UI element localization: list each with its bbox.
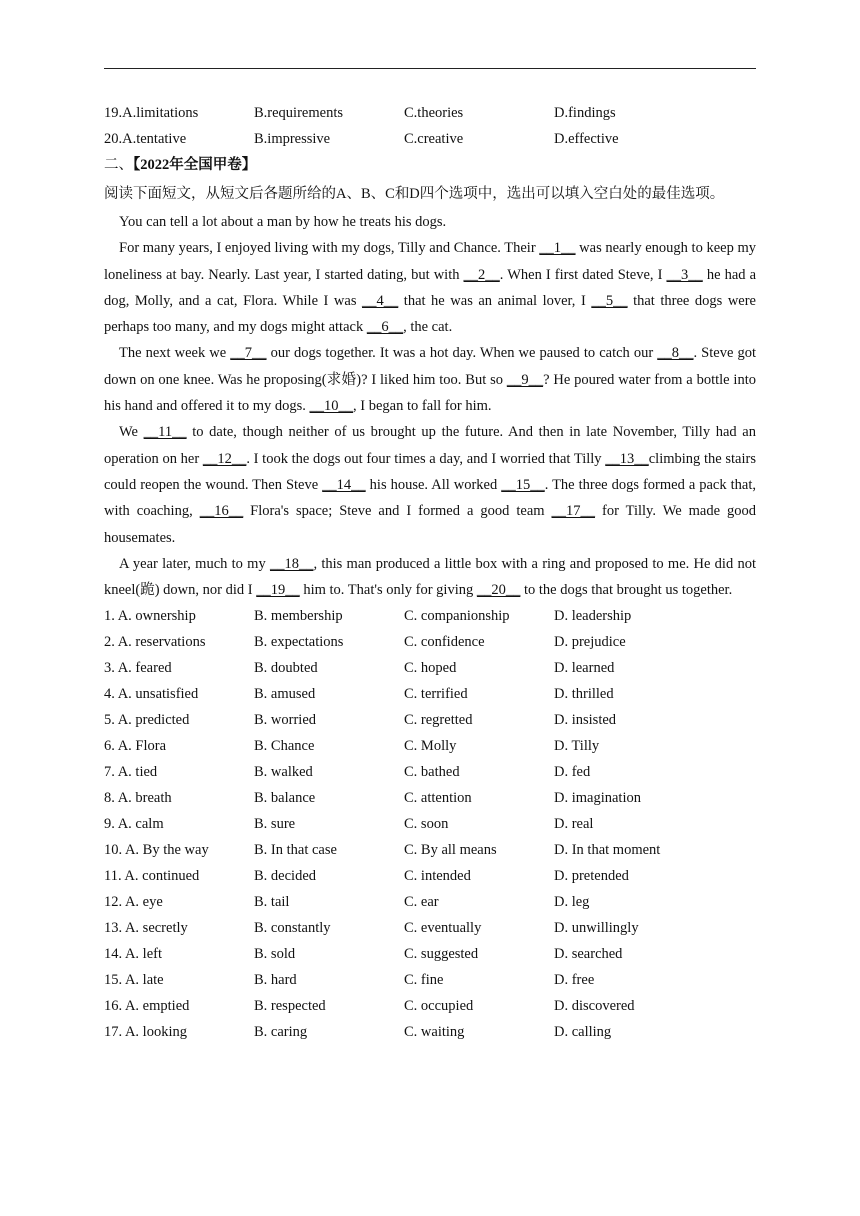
- passage: [104, 209, 756, 603]
- option-d: D. leg: [554, 894, 590, 911]
- text: his house. All worked: [365, 476, 502, 493]
- option-d: D. thrilled: [554, 686, 614, 703]
- option-c: C. terrified: [404, 686, 468, 703]
- option-c: C. confidence: [404, 634, 485, 651]
- blank-17: __17__: [551, 503, 596, 520]
- option-row: [104, 889, 756, 915]
- option-b: B. balance: [254, 790, 316, 807]
- option-b: B. membership: [254, 608, 343, 625]
- option-d: D. leadership: [554, 608, 632, 625]
- text: climbing the stairs could reopen the wound. Then Steve: [104, 450, 756, 493]
- paragraph-2: [104, 235, 756, 340]
- paragraph-3: [104, 340, 756, 419]
- option-c: C. regretted: [404, 712, 473, 729]
- option-c: C. eventually: [404, 920, 482, 937]
- option-a: 17. A. looking: [104, 1024, 187, 1041]
- text: was nearly enough to keep my loneliness at bay. Nearly. Last year, I started dating, but with: [104, 240, 756, 283]
- option-row: [104, 629, 756, 655]
- option-row: [104, 707, 756, 733]
- blank-7: __7__: [230, 345, 267, 362]
- text: . The three dogs formed a pack that, with coaching,: [104, 476, 756, 520]
- blank-20: __20__: [476, 582, 521, 599]
- option-row: [104, 941, 756, 967]
- paragraph-4: [104, 419, 756, 550]
- option-row: [104, 915, 756, 941]
- paragraph-5: [104, 551, 756, 604]
- option-c: C. ear: [404, 894, 439, 911]
- option-a: 16. A. emptied: [104, 998, 190, 1015]
- paragraph-1: You can tell a lot about a man by how he treats his dogs.: [119, 214, 447, 230]
- option-a: 19.A.limitations: [104, 105, 199, 121]
- option-row: [104, 1019, 756, 1045]
- option-d: D. Tilly: [554, 738, 600, 755]
- option-d: D. unwillingly: [554, 920, 639, 937]
- option-a: 8. A. breath: [104, 790, 172, 807]
- option-a: 13. A. secretly: [104, 920, 188, 937]
- blank-18: __18__: [269, 555, 314, 572]
- option-d: D.findings: [554, 105, 616, 121]
- option-a: 15. A. late: [104, 972, 164, 989]
- text: For many years, I enjoyed living with my dogs, Tilly and Chance. Their: [119, 240, 540, 257]
- option-a: 5. A. predicted: [104, 712, 190, 729]
- blank-12: __12__: [202, 450, 247, 467]
- option-a: 3. A. feared: [104, 660, 172, 677]
- option-b: B. respected: [254, 998, 326, 1015]
- option-d: D. In that moment: [554, 842, 661, 859]
- text: A year later, much to my: [119, 555, 270, 572]
- option-b: B. sure: [254, 816, 296, 833]
- option-b: B. In that case: [254, 842, 337, 859]
- text: , this man produced a little box with a ring and proposed to me. He did not kneel(跪) down, nor did I: [104, 555, 756, 599]
- options-list: [104, 603, 756, 1045]
- blank-11: __11__: [143, 424, 187, 441]
- option-a: 7. A. tied: [104, 764, 158, 781]
- blank-2: __2__: [463, 266, 500, 283]
- option-b: B. sold: [254, 946, 296, 963]
- option-d: D. fed: [554, 764, 591, 781]
- text: . I took the dogs out four times a day, and I worried that Tilly: [246, 450, 606, 467]
- option-d: D. searched: [554, 946, 623, 963]
- text: , I began to fall for him.: [353, 398, 492, 415]
- text: our dogs together. It was a hot day. When we paused to catch our: [266, 345, 658, 362]
- option-d: D. imagination: [554, 790, 641, 807]
- option-c: C. occupied: [404, 998, 474, 1015]
- blank-1: __1__: [539, 240, 576, 257]
- text: We: [119, 424, 144, 441]
- option-row: [104, 785, 756, 811]
- option-row: [104, 811, 756, 837]
- option-row: [104, 759, 756, 785]
- blank-13: __13__: [605, 450, 649, 467]
- text: to the dogs that brought us together.: [520, 582, 733, 599]
- option-b: B. expectations: [254, 634, 344, 651]
- option-c: C. intended: [404, 868, 471, 885]
- option-b: B. amused: [254, 686, 316, 703]
- option-d: D. discovered: [554, 998, 635, 1015]
- prev-options: [104, 100, 756, 152]
- option-d: D. learned: [554, 660, 615, 677]
- text: . When I first dated Steve, I: [499, 266, 667, 283]
- text: Flora's space; Steve and I formed a good team: [243, 503, 552, 520]
- option-a: 4. A. unsatisfied: [104, 686, 199, 703]
- section-heading: [104, 152, 756, 178]
- instructions: 阅读下面短文，从短文后各题所给的A、B、C和D四个选项中，选出可以填入空白处的最佳选项。: [104, 186, 725, 202]
- option-c: C. suggested: [404, 946, 479, 963]
- document-body: [104, 100, 756, 1045]
- text: that he was an animal lover, I: [398, 292, 592, 309]
- text: to date, though neither of us brought up the future. And then in late November, Tilly had an operation on her: [104, 424, 756, 467]
- blank-14: __14__: [322, 476, 366, 493]
- blank-16: __16__: [199, 503, 244, 520]
- text: he had a dog, Molly, and a cat, Flora. While I was: [104, 266, 757, 309]
- text: ? He poured water from a bottle into his hand and offered it to my dogs.: [104, 371, 756, 415]
- section-number: 二、: [104, 157, 133, 173]
- option-c: C. companionship: [404, 608, 510, 625]
- blank-4: __4__: [362, 292, 399, 309]
- option-d: D. free: [554, 972, 595, 989]
- option-row: [104, 993, 756, 1019]
- blank-5: __5__: [591, 292, 628, 309]
- option-c: C. fine: [404, 972, 444, 989]
- option-d: D. real: [554, 816, 594, 833]
- text: him to. That's only for giving: [299, 582, 477, 599]
- option-a: 1. A. ownership: [104, 608, 196, 625]
- blank-10: __10__: [309, 398, 354, 415]
- option-row: [104, 126, 756, 152]
- text: , the cat.: [403, 319, 453, 336]
- option-row: [104, 733, 756, 759]
- option-c: C.creative: [404, 131, 464, 147]
- text: The next week we: [119, 345, 231, 362]
- option-a: 11. A. continued: [104, 868, 200, 885]
- option-a: 9. A. calm: [104, 816, 164, 833]
- text: for Tilly. We made good housemates.: [104, 503, 756, 546]
- blank-6: __6__: [366, 319, 404, 336]
- blank-9: __9__: [506, 371, 544, 388]
- option-b: B.impressive: [254, 131, 331, 147]
- option-row: [104, 967, 756, 993]
- option-b: B. walked: [254, 764, 313, 781]
- blank-15: __15__: [501, 476, 545, 493]
- option-c: C. waiting: [404, 1024, 465, 1041]
- option-d: D. calling: [554, 1024, 612, 1041]
- option-a: 12. A. eye: [104, 894, 163, 911]
- option-a: 14. A. left: [104, 946, 162, 963]
- blank-8: __8__: [657, 345, 694, 362]
- option-b: B.requirements: [254, 105, 343, 121]
- blank-3: __3__: [666, 266, 703, 283]
- option-d: D. prejudice: [554, 634, 626, 651]
- option-c: C.theories: [404, 105, 464, 121]
- option-row: [104, 100, 756, 126]
- blank-19: __19__: [256, 582, 300, 599]
- option-d: D. pretended: [554, 868, 629, 885]
- option-a: 10. A. By the way: [104, 842, 209, 859]
- option-c: C. Molly: [404, 738, 457, 755]
- option-c: C. bathed: [404, 764, 460, 781]
- option-b: B. hard: [254, 972, 297, 989]
- option-b: B. constantly: [254, 920, 331, 937]
- option-d: D. insisted: [554, 712, 617, 729]
- option-a: 2. A. reservations: [104, 634, 206, 651]
- option-b: B. doubted: [254, 660, 318, 677]
- option-c: C. soon: [404, 816, 449, 833]
- option-a: 6. A. Flora: [104, 738, 167, 755]
- header-rule: [104, 68, 756, 69]
- option-b: B. Chance: [254, 738, 315, 755]
- text: that three dogs were perhaps too many, and my dogs might attack: [104, 292, 756, 336]
- option-row: [104, 681, 756, 707]
- option-b: B. tail: [254, 894, 290, 911]
- option-a: 20.A.tentative: [104, 131, 187, 147]
- text: . Steve got down on one knee. Was he proposing(求婚)? I liked him too. But so: [104, 345, 756, 388]
- option-row: [104, 603, 756, 629]
- option-c: C. By all means: [404, 842, 497, 859]
- option-c: C. hoped: [404, 660, 457, 677]
- option-b: B. decided: [254, 868, 317, 885]
- option-b: B. caring: [254, 1024, 308, 1041]
- option-row: [104, 863, 756, 889]
- option-b: B. worried: [254, 712, 317, 729]
- section-title: 【2022年全国甲卷】: [133, 157, 257, 173]
- option-c: C. attention: [404, 790, 472, 807]
- option-row: [104, 655, 756, 681]
- option-row: [104, 837, 756, 863]
- option-d: D.effective: [554, 131, 619, 147]
